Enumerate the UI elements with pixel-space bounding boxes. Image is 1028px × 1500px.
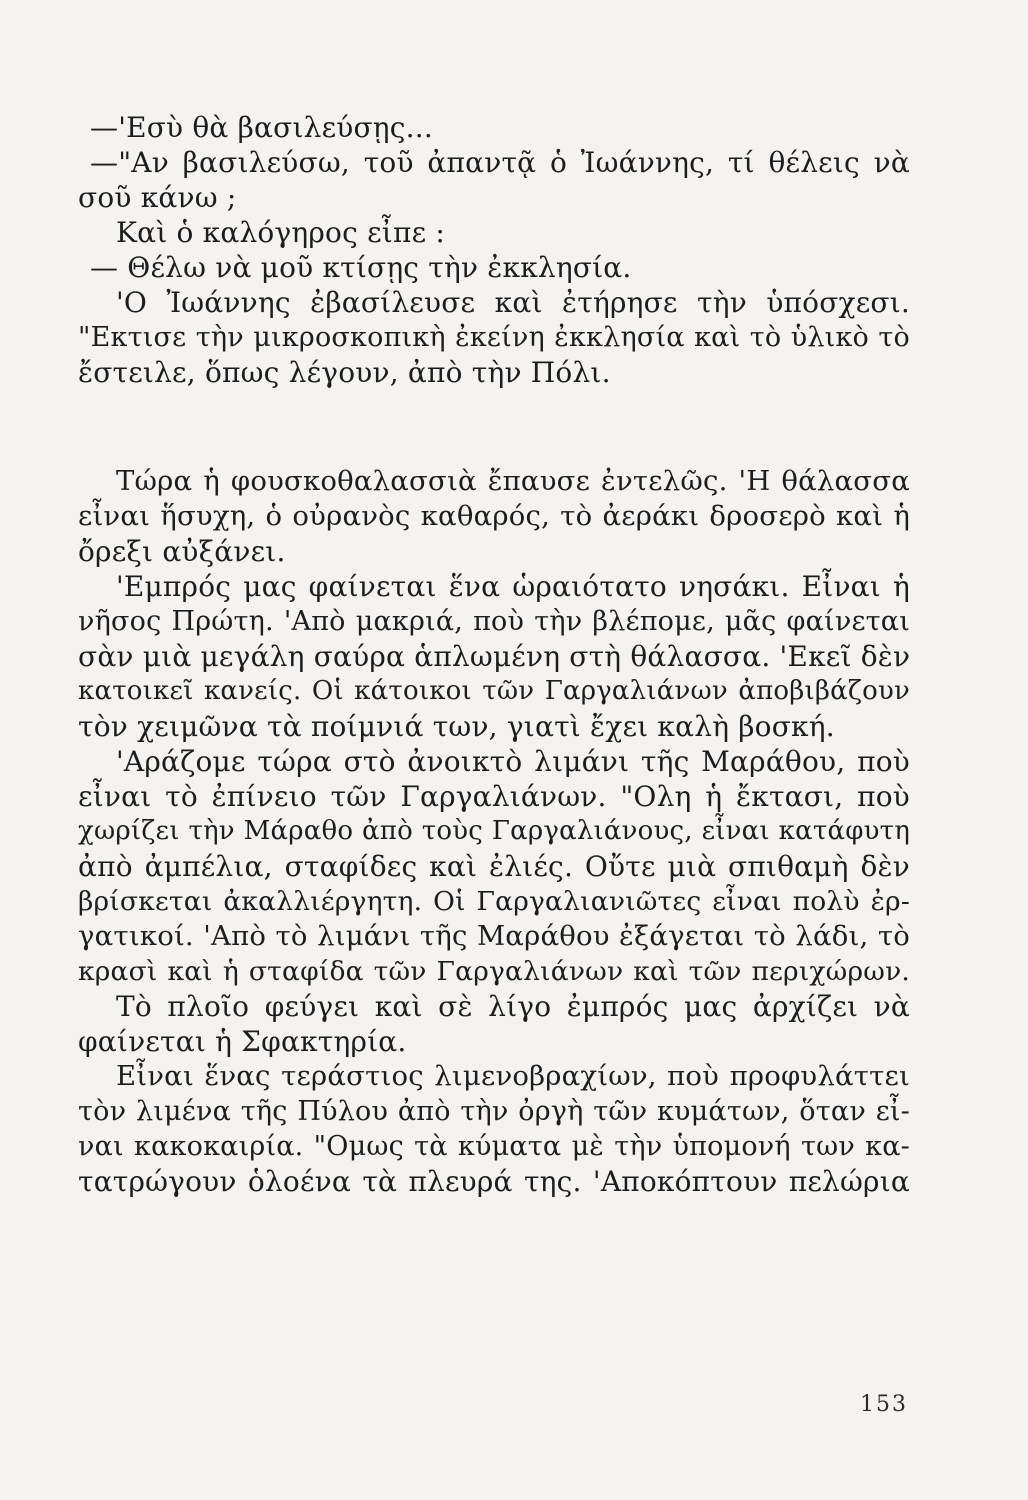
text-line: τὸν χειμῶνα τὰ ποίμνιά των, γιατὶ ἔχει καλὴ βοσκή. <box>78 710 835 743</box>
text-line: γατικοί. 'Απὸ τὸ λιμάνι τῆς Μαράθου ἐξάγεται τὸ λάδι, τὸ <box>78 920 910 952</box>
section-2 <box>78 464 910 1199</box>
text-line: Τὸ πλοῖο φεύγει καὶ σὲ λίγο ἐμπρός μας ἀρχίζει νὰ <box>116 990 910 1023</box>
page-body <box>78 110 910 1199</box>
text-line: εἶναι ἥσυχη, ὁ οὐρανὸς καθαρός, τὸ ἀεράκι δροσερὸ καὶ ἡ <box>78 500 910 532</box>
text-line: κρασὶ καὶ ἡ σταφίδα τῶν Γαργαλιάνων καὶ τῶν περιχώρων. <box>78 956 910 987</box>
page-number: 153 <box>860 1392 908 1417</box>
text-line: —'Εσὺ θὰ βασιλεύσῃς... <box>90 111 433 144</box>
text-line: νῆσος Πρώτη. 'Απὸ μακριά, ποὺ τὴν βλέπομε, μᾶς φαίνεται <box>78 606 910 637</box>
text-line: Καὶ ὁ καλόγηρος εἶπε : <box>116 216 446 249</box>
text-line: τὸν λιμένα τῆς Πύλου ἀπὸ τὴν ὀργὴ τῶν κυμάτων, ὅταν εἶ- <box>78 1096 910 1127</box>
text-line: εἶναι τὸ ἐπίνειο τῶν Γαργαλιάνων. "Ολη ἡ ἔκτασι, ποὺ <box>78 780 910 813</box>
text-line: 'Εμπρός μας φαίνεται ἕνα ὡραιότατο νησάκι. Εἶναι ἡ <box>116 570 910 603</box>
text-line: ὄρεξι αὐξάνει. <box>78 535 286 568</box>
text-line: —"Αν βασιλεύσω, τοῦ ἀπαντᾷ ὁ Ἰωάννης, τί θέλεις νὰ <box>90 146 910 179</box>
text-line: φαίνεται ἡ Σφακτηρία. <box>78 1025 407 1058</box>
text-line: Εἶναι ἕνας τεράστιος λιμενοβραχίων, ποὺ προφυλάττει <box>116 1060 910 1092</box>
text-line: Τώρα ἡ φουσκοθαλασσιὰ ἔπαυσε ἐντελῶς. 'Η θάλασσα <box>116 465 910 497</box>
text-line: σὰν μιὰ μεγάλη σαύρα ἁπλωμένη στὴ θάλασσα. 'Εκεῖ δὲν <box>78 640 911 673</box>
text-line: ἔστειλε, ὅπως λέγουν, ἀπὸ τὴν Πόλι. <box>78 356 611 389</box>
text-line: σοῦ κάνω ; <box>78 181 237 214</box>
text-line: κατοικεῖ κανείς. Οἱ κάτοικοι τῶν Γαργαλιάνων ἀποβιβάζουν <box>78 676 910 706</box>
text-line: ναι κακοκαιρία. "Ομως τὰ κύματα μὲ τὴν ὑπομονή των κα- <box>78 1131 910 1162</box>
text-line: 'Ο Ἰωάννης ἐβασίλευσε καὶ ἐτήρησε τὴν ὑπόσχεσι. <box>116 286 910 319</box>
text-line: χωρίζει τὴν Μάραθο ἀπὸ τοὺς Γαργαλιάνους, εἶναι κατάφυτη <box>78 816 910 846</box>
text-line: βρίσκεται ἀκαλλιέργητη. Οἱ Γαργαλιανιῶτες εἶναι πολὺ ἐρ- <box>78 886 910 917</box>
section-1 <box>78 110 910 390</box>
text-line: "Εκτισε τὴν μικροσκοπικὴ ἐκείνη ἐκκλησία καὶ τὸ ὑλικὸ τὸ <box>78 322 910 353</box>
text-line: τατρώγουν ὁλοένα τὰ πλευρά της. 'Αποκόπτουν πελώρια <box>78 1165 910 1198</box>
section-gap <box>78 390 910 464</box>
text-line: ἀπὸ ἀμπέλια, σταφίδες καὶ ἐλιές. Οὔτε μιὰ σπιθαμὴ δὲν <box>78 850 910 883</box>
text-line: — Θέλω νὰ μοῦ κτίσῃς τὴν ἐκκλησία. <box>90 251 632 284</box>
text-line: 'Αράζομε τώρα στὸ ἀνοικτὸ λιμάνι τῆς Μαράθου, ποὺ <box>116 745 910 778</box>
